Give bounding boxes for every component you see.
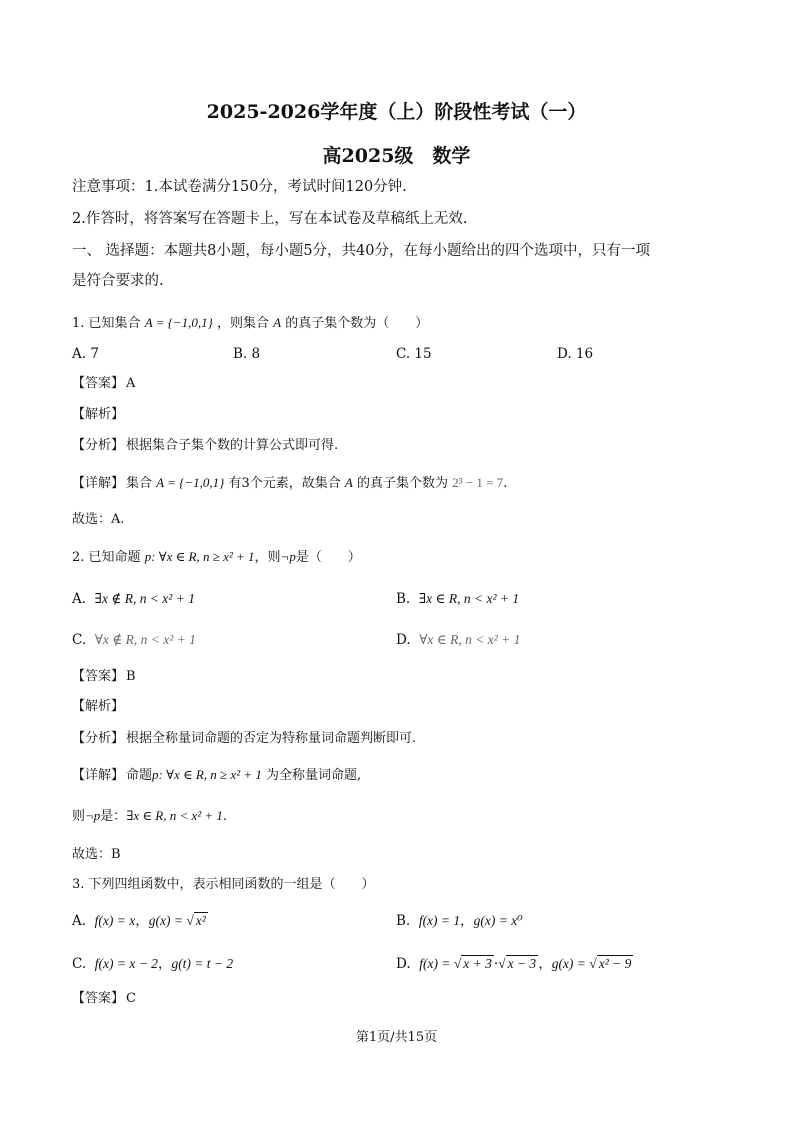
q1-option-c: C. 15 [396,346,432,362]
radical-sign-icon: √ [453,956,462,971]
q2-then: 则¬p是：∃x ∈ R, n < x² + 1. [72,808,228,824]
q3-answer: 【答案】 C [72,991,136,1006]
exam-subtitle: 高2025级 数学 [322,145,471,167]
q1-option-a: A. 7 [72,346,99,362]
q2-option-d: D. ∀x ∈ R, n < x² + 1 [396,632,521,648]
q1-choose: 故选：A. [72,512,125,527]
notice-line-1: 注意事项：1.本试卷满分150分，考试时间120分钟. [72,179,407,195]
page-footer: 第1页/共15页 [355,1030,438,1045]
q3-option-d: D. f(x) = √ x + 3 ·√ x − 3 ，g(x) = √ x² − 9 [396,956,632,972]
q1-option-b: B. 8 [233,346,261,362]
q2-option-a: A. ∃x ∉ R, n < x² + 1 [72,591,195,607]
question-3-stem: 3. 下列四组函数中，表示相同函数的一组是（ ） [72,877,375,892]
section-heading-line-1: 一、 选择题：本题共8小题，每小题5分，共40分，在每小题给出的四个选项中，只有一项 [72,243,651,259]
exam-title: 2025-2026学年度（上）阶段性考试（一） [206,101,587,123]
q2-answer: 【答案】 B [72,669,136,684]
q1-fenxi: 【分析】 根据集合子集个数的计算公式即可得. [72,438,339,453]
question-1-stem: 1. 已知集合 A = {−1,0,1} ，则集合 A 的真子集个数为（ ） [72,315,429,331]
q1-option-d: D. 16 [557,346,594,362]
q2-option-b: B. ∃x ∈ R, n < x² + 1 [396,591,520,607]
set-expression: A = {−1,0,1} [144,315,213,330]
q2-detail: 【详解】 命题p: ∀x ∈ R, n ≥ x² + 1 为全称量词命题, [72,767,362,783]
notice-line-2: 2.作答时，将答案写在答题卡上，写在本试卷及草稿纸上无效. [72,211,468,227]
radical-sign-icon: √ [589,956,597,971]
q1-answer: 【答案】 A [72,376,136,391]
q2-choose: 故选：B [72,847,121,862]
q1-analysis-label: 【解析】 [72,407,125,422]
q3-option-c: C. f(x) = x − 2，g(t) = t − 2 [72,956,234,972]
q2-fenxi: 【分析】 根据全称量词命题的否定为特称量词命题判断即可. [72,731,417,746]
q2-option-c: C. ∀x ∉ R, n < x² + 1 [72,632,196,648]
q1-detail: 【详解】 集合 A = {−1,0,1} 有3个元素，故集合 A 的真子集个数为 2³ − 1 = 7. [72,475,508,491]
radical-sign-icon: √ [186,913,194,928]
question-2-stem: 2. 已知命题 p: ∀x ∈ R, n ≥ x² + 1，则¬p是（ ） [72,549,361,565]
q3-option-a: A. f(x) = x，g(x) = √ x² [72,913,206,929]
q2-analysis-label: 【解析】 [72,699,125,714]
radical-sign-icon: √ [498,956,506,971]
section-heading-line-2: 是符合要求的. [72,273,164,289]
q3-option-b: B. f(x) = 1，g(x) = x⁰ [396,913,523,929]
